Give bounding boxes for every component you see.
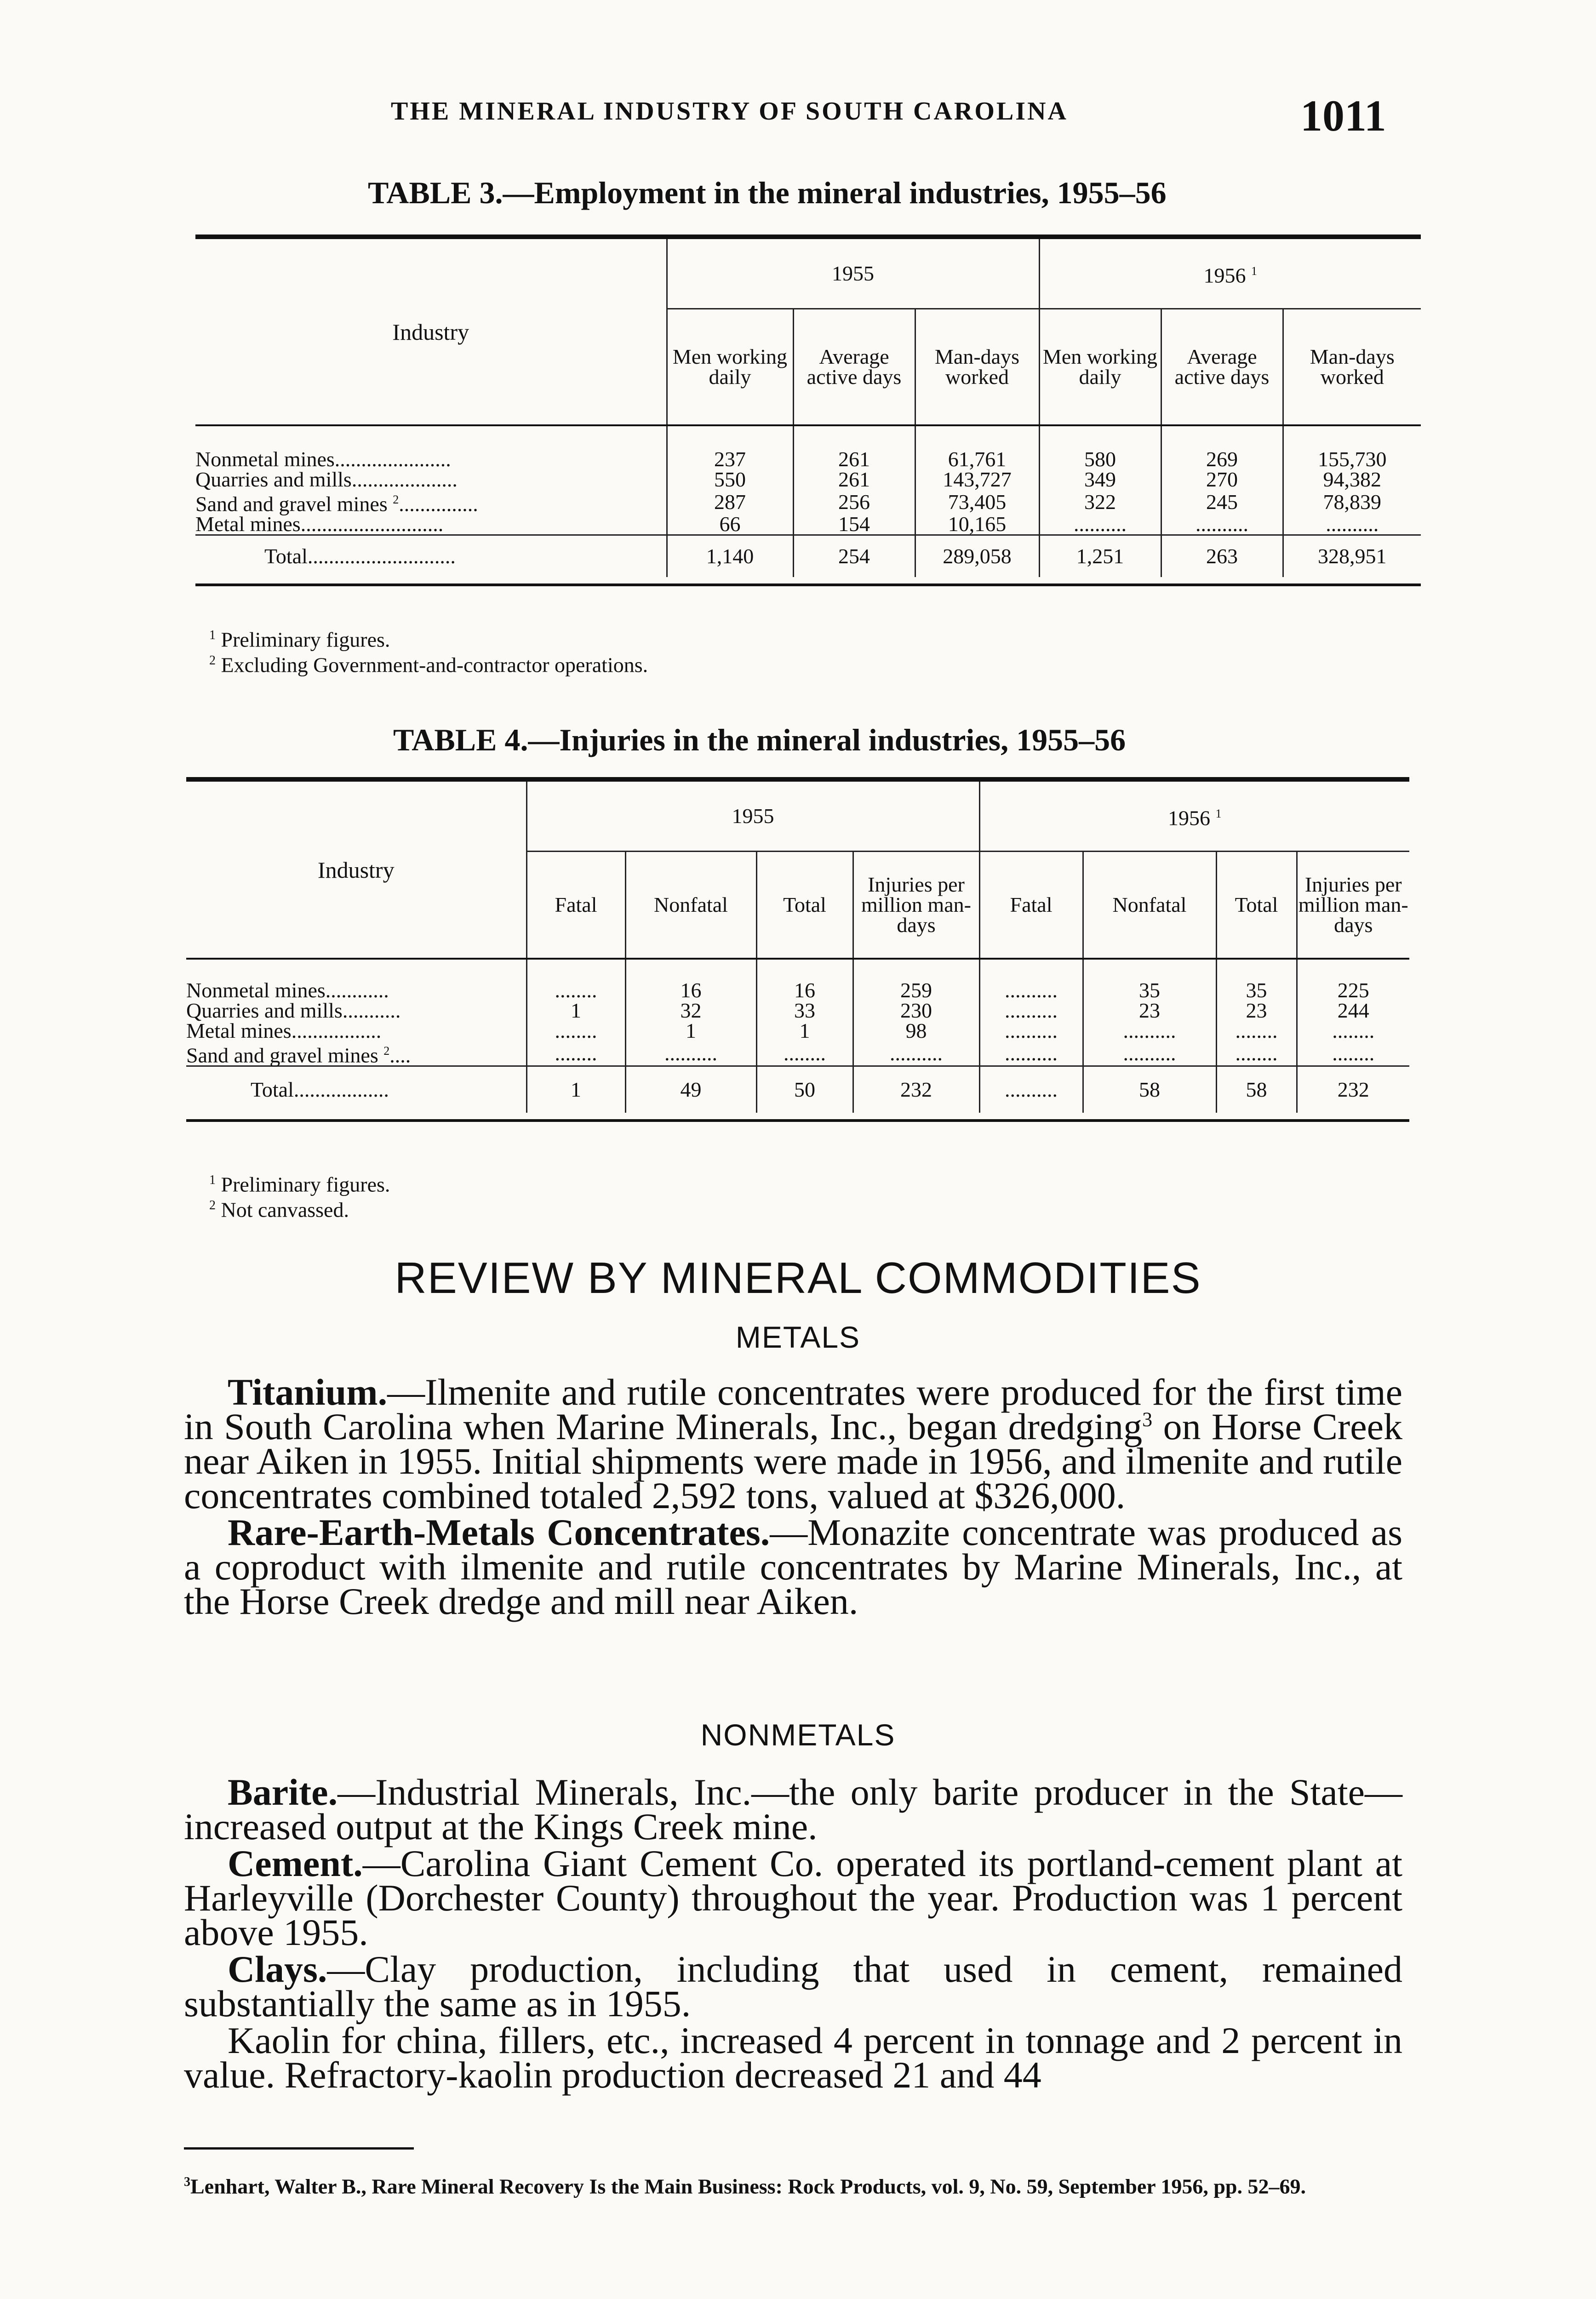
table-cell: 35 <box>1083 980 1216 1001</box>
table4-col-header: Total <box>756 852 853 959</box>
table3-col-header: Men working daily <box>1039 309 1161 426</box>
table3 <box>195 234 1421 586</box>
table-cell: 254 <box>793 535 915 578</box>
table-row <box>195 449 1421 469</box>
table-cell: 269 <box>1161 449 1283 469</box>
paragraph-barite: Barite.—Industrial Minerals, Inc.—the only barite producer in the State—increased output at the Kings Creek mine. <box>184 1771 1402 1847</box>
table4-footnote: $^2$ Not canvassed. <box>209 1198 349 1222</box>
metals-text <box>184 1371 1403 1622</box>
table3-col-header: Men working daily <box>667 309 793 426</box>
table4-footnote: $^1$ Preliminary figures. <box>209 1172 390 1196</box>
table-cell: 270 <box>1161 469 1283 490</box>
section-heading: REVIEW BY MINERAL COMMODITIES <box>395 1253 1201 1303</box>
table4-row-label: Sand and gravel mines $^2$.... <box>186 1043 411 1067</box>
table-cell: 50 <box>756 1066 853 1113</box>
table4-col-header: Nonfatal <box>1083 852 1216 959</box>
table4-col-header: Total <box>1216 852 1297 959</box>
table-cell: 49 <box>625 1066 756 1113</box>
table-cell: 98 <box>853 1021 979 1041</box>
table-cell: 225 <box>1297 980 1409 1001</box>
table-cell: 550 <box>667 469 793 490</box>
table-cell: 143,727 <box>915 469 1039 490</box>
table-row: Sand and gravel mines $^2$.... ........ .......... ........ .......... .......... .......... ........ ........ <box>186 1041 1409 1066</box>
table-cell: 23 <box>1083 1001 1216 1021</box>
table-cell: 73,405 <box>915 490 1039 514</box>
page-footnote: $^3$Lenhart, Walter B., Rare Mineral Recovery Is the Main Business: Rock Products, vol. 9, No. 59, September 1956, pp. 52–69. <box>184 2174 1306 2198</box>
table-cell: 263 <box>1161 535 1283 578</box>
metals-heading: METALS <box>735 1320 861 1354</box>
table-cell: 78,839 <box>1283 490 1421 514</box>
paragraph-clays: Clays.—Clay production, including that used in cement, remained substantially the same as in 1955. <box>184 1948 1402 2024</box>
running-head: THE MINERAL INDUSTRY OF SOUTH CAROLINA <box>391 97 1068 126</box>
table-cell: 259 <box>853 980 979 1001</box>
paragraph-cement: Cement.—Carolina Giant Cement Co. operated its portland-cement plant at Harleyville (Dorchester County) throughout the year. Production was 1 percent above 1955. <box>184 1842 1402 1953</box>
table-cell: 328,951 <box>1283 535 1421 578</box>
table3-total-label: Total............................ <box>264 544 456 568</box>
page-number: 1011 <box>1300 91 1386 140</box>
table-cell: 237 <box>667 449 793 469</box>
table-cell: 289,058 <box>915 535 1039 578</box>
table3-year-1955: 1955 <box>667 237 1039 309</box>
table-cell: 256 <box>793 490 915 514</box>
table3-year-1956: 1956 $^1$ <box>1039 237 1421 309</box>
table-cell: 230 <box>853 1001 979 1021</box>
table-cell: 261 <box>793 469 915 490</box>
table3-col-header: Man-days worked <box>1283 309 1421 426</box>
table3-stub-header: Industry <box>195 237 667 425</box>
table-cell: 58 <box>1083 1066 1216 1113</box>
table4-row-label: Metal mines................. <box>186 1019 382 1042</box>
table-cell: 58 <box>1216 1066 1297 1113</box>
table-cell: 61,761 <box>915 449 1039 469</box>
table-cell: 154 <box>793 514 915 535</box>
table-cell: 349 <box>1039 469 1161 490</box>
table4-col-header: Injuries per million man-days <box>1297 852 1409 959</box>
table3-row-label: Sand and gravel mines $^2$............... <box>195 492 478 516</box>
table3-col-header: Average active days <box>793 309 915 426</box>
table-row: Quarries and mills........... 1 32 33 230 .......... 23 23 244 <box>186 1001 1409 1021</box>
table-cell: 232 <box>853 1066 979 1113</box>
table-row <box>195 469 1421 490</box>
table4-col-header: Fatal <box>979 852 1083 959</box>
table-cell: 33 <box>756 1001 853 1021</box>
nonmetals-text <box>184 1771 1402 2096</box>
table4-row-label: Nonmetal mines............ <box>186 978 389 1002</box>
table4-stub-header: Industry <box>186 779 526 959</box>
table-cell: 1 <box>526 1001 625 1021</box>
table-cell: 1 <box>625 1021 756 1041</box>
table-row: Metal mines........................... 66 154 10,165 .......... .......... .......... <box>195 514 1421 535</box>
table-cell: 232 <box>1297 1066 1409 1113</box>
table4-year-1956: 1956 $^1$ <box>979 779 1409 852</box>
paragraph-kaolin: Kaolin for china, fillers, etc., increased 4 percent in tonnage and 2 percent in value. Refractory-kaolin production decreased 21 and 44 <box>184 2019 1402 2096</box>
table-cell: 16 <box>756 980 853 1001</box>
table3-row-label: Metal mines........................... <box>195 512 444 536</box>
table-cell: 155,730 <box>1283 449 1421 469</box>
table-cell: 1 <box>756 1021 853 1041</box>
table3-row-label: Nonmetal mines...................... <box>195 447 451 471</box>
table3-col-header: Average active days <box>1161 309 1283 426</box>
table-cell: 244 <box>1297 1001 1409 1021</box>
table-cell: 580 <box>1039 449 1161 469</box>
table-cell: 32 <box>625 1001 756 1021</box>
footnote-divider <box>184 2147 414 2150</box>
table3-footnote: $^2$ Excluding Government-and-contractor operations. <box>209 653 648 677</box>
table-cell: 287 <box>667 490 793 514</box>
table-cell: 1 <box>526 1066 625 1113</box>
table-cell: 94,382 <box>1283 469 1421 490</box>
table-cell: 23 <box>1216 1001 1297 1021</box>
table4-year-1955: 1955 <box>526 779 979 852</box>
table4-total-label: Total.................. <box>251 1078 389 1102</box>
table-row <box>195 490 1421 514</box>
table-cell: 1,251 <box>1039 535 1161 578</box>
table3-caption: TABLE 3.—Employment in the mineral industries, 1955–56 <box>368 175 1167 210</box>
table-cell: 66 <box>667 514 793 535</box>
table4-col-header: Nonfatal <box>625 852 756 959</box>
nonmetals-heading: NONMETALS <box>700 1718 896 1752</box>
table-total-row: Total.................. 1 49 50 232 .......... 58 58 232 <box>186 1066 1409 1113</box>
table4 <box>186 777 1409 1122</box>
table-row: Metal mines................. ........ 1 1 98 .......... .......... ........ ........ <box>186 1021 1409 1041</box>
table3-footnote: $^1$ Preliminary figures. <box>209 628 390 652</box>
table-cell: 261 <box>793 449 915 469</box>
table-cell: 35 <box>1216 980 1297 1001</box>
table-cell: 16 <box>625 980 756 1001</box>
table-total-row <box>195 535 1421 578</box>
table4-caption: TABLE 4.—Injuries in the mineral industries, 1955–56 <box>393 722 1126 757</box>
table3-col-header: Man-days worked <box>915 309 1039 426</box>
paragraph-rare-earth: Rare-Earth-Metals Concentrates.—Monazite concentrate was produced as a coproduct with ilmenite and rutile concentrates by Marine Minerals, Inc., at the Horse Creek dredge and mill near Aiken. <box>184 1511 1402 1622</box>
table4-col-header: Injuries per million man-days <box>853 852 979 959</box>
table3-row-label: Quarries and mills.................... <box>195 468 458 491</box>
table-cell: 1,140 <box>667 535 793 578</box>
table-cell: 10,165 <box>915 514 1039 535</box>
table-cell: 322 <box>1039 490 1161 514</box>
table-row: Nonmetal mines............ ........ 16 16 259 .......... 35 35 225 <box>186 980 1409 1001</box>
table4-row-label: Quarries and mills........... <box>186 999 401 1022</box>
table4-col-header: Fatal <box>526 852 625 959</box>
table-cell: 245 <box>1161 490 1283 514</box>
paragraph-titanium: Titanium.—Ilmenite and rutile concentrates were produced for the first time in South Carolina when Marine Minerals, Inc., began dredging$^3$ on Horse Creek near Aiken in 1955. Initial shipments were made in 1956, and ilmenite and rutile concentrates combined totaled 2,592 tons, valued at $326,000. <box>184 1371 1403 1516</box>
